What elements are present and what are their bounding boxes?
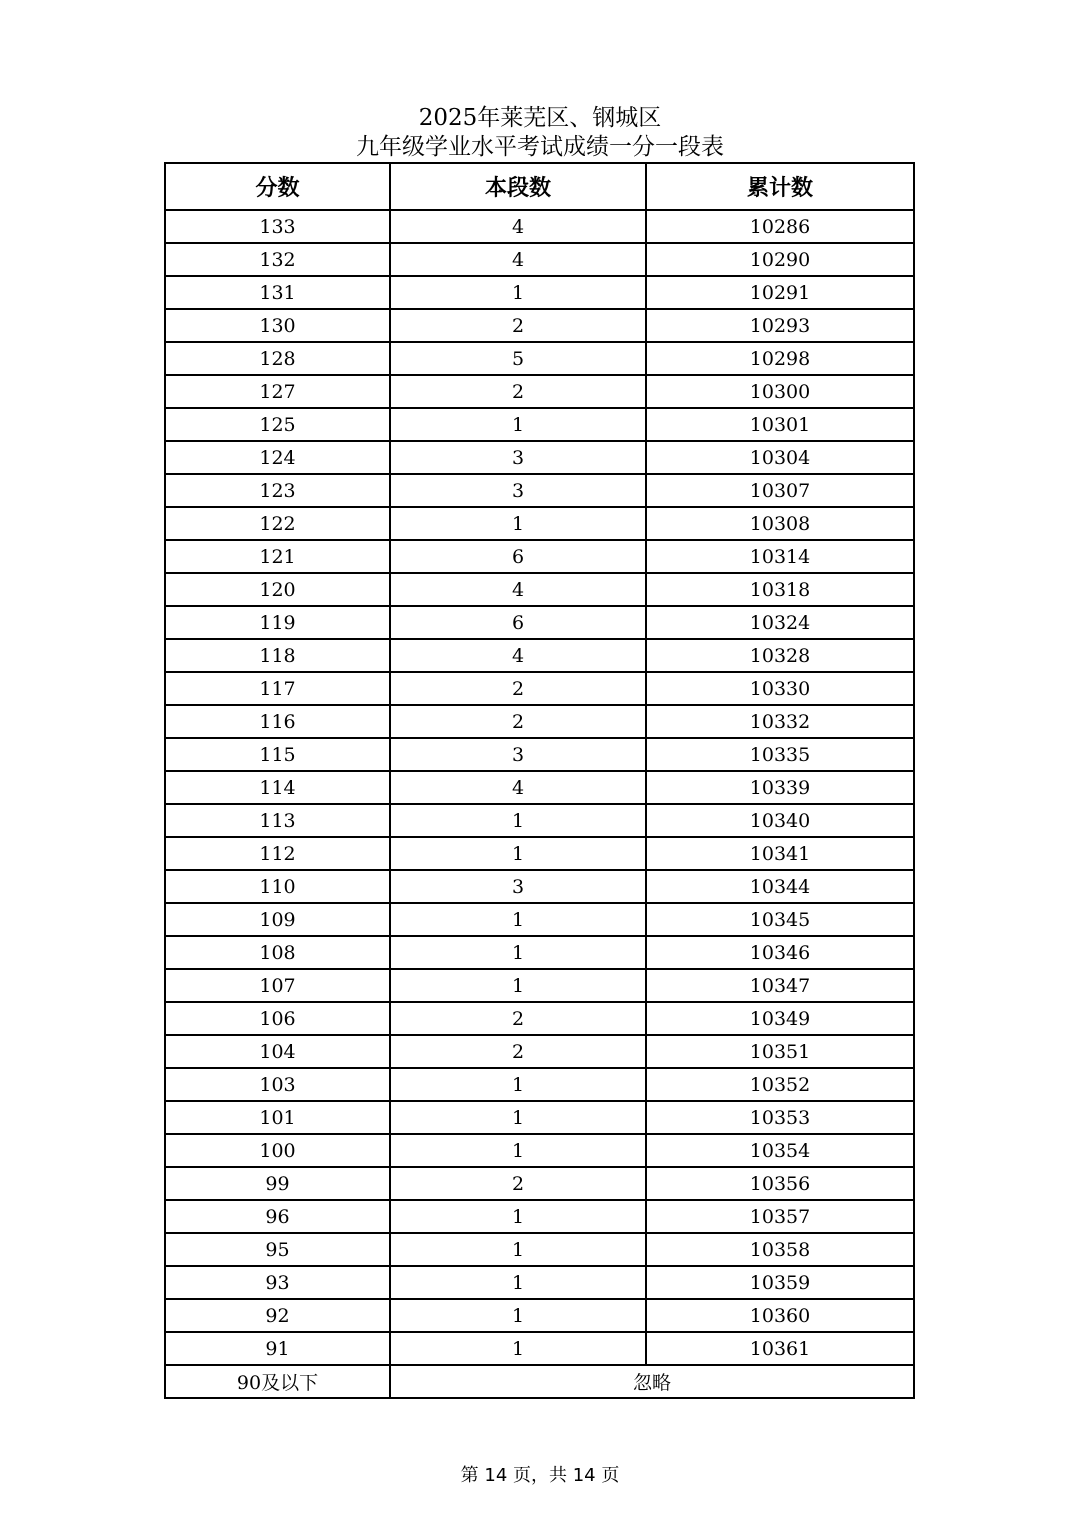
cell-cumulative-count: 10353 (646, 1101, 914, 1134)
cell-cumulative-count: 10352 (646, 1068, 914, 1101)
last-row-score: 90及以下 (165, 1365, 390, 1398)
cell-cumulative-count: 10359 (646, 1266, 914, 1299)
table-row (165, 408, 914, 441)
table-row (165, 342, 914, 375)
cell-segment-count: 1 (390, 507, 646, 540)
cell-score: 106 (165, 1002, 390, 1035)
cell-segment-count: 5 (390, 342, 646, 375)
cell-score: 119 (165, 606, 390, 639)
table-row (165, 1299, 914, 1332)
cell-cumulative-count: 10286 (646, 210, 914, 243)
cell-score: 100 (165, 1134, 390, 1167)
cell-cumulative-count: 10332 (646, 705, 914, 738)
cell-cumulative-count: 10293 (646, 309, 914, 342)
table-row (165, 606, 914, 639)
table-row (165, 210, 914, 243)
last-row-note: 忽略 (390, 1365, 914, 1398)
cell-score: 109 (165, 903, 390, 936)
table-row (165, 243, 914, 276)
cell-score: 107 (165, 969, 390, 1002)
cell-segment-count: 2 (390, 1167, 646, 1200)
header-cumulative-count: 累计数 (646, 163, 914, 210)
cell-cumulative-count: 10300 (646, 375, 914, 408)
cell-segment-count: 1 (390, 969, 646, 1002)
cell-score: 114 (165, 771, 390, 804)
cell-score: 95 (165, 1233, 390, 1266)
cell-cumulative-count: 10290 (646, 243, 914, 276)
cell-segment-count: 1 (390, 1134, 646, 1167)
cell-cumulative-count: 10328 (646, 639, 914, 672)
cell-segment-count: 4 (390, 771, 646, 804)
table-row (165, 276, 914, 309)
table-row (165, 573, 914, 606)
cell-segment-count: 2 (390, 309, 646, 342)
cell-score: 112 (165, 837, 390, 870)
table-row (165, 540, 914, 573)
cell-score: 132 (165, 243, 390, 276)
cell-cumulative-count: 10344 (646, 870, 914, 903)
table-row (165, 969, 914, 1002)
cell-score: 115 (165, 738, 390, 771)
cell-cumulative-count: 10314 (646, 540, 914, 573)
table-row (165, 837, 914, 870)
cell-segment-count: 6 (390, 606, 646, 639)
cell-cumulative-count: 10341 (646, 837, 914, 870)
cell-cumulative-count: 10361 (646, 1332, 914, 1365)
table-row (165, 1332, 914, 1365)
cell-cumulative-count: 10356 (646, 1167, 914, 1200)
cell-segment-count: 2 (390, 1035, 646, 1068)
cell-segment-count: 3 (390, 870, 646, 903)
cell-score: 127 (165, 375, 390, 408)
cell-score: 117 (165, 672, 390, 705)
cell-score: 113 (165, 804, 390, 837)
cell-cumulative-count: 10291 (646, 276, 914, 309)
cell-segment-count: 2 (390, 375, 646, 408)
cell-segment-count: 1 (390, 903, 646, 936)
cell-score: 125 (165, 408, 390, 441)
table-row (165, 441, 914, 474)
cell-segment-count: 4 (390, 573, 646, 606)
cell-score: 123 (165, 474, 390, 507)
cell-segment-count: 6 (390, 540, 646, 573)
cell-score: 133 (165, 210, 390, 243)
cell-score: 110 (165, 870, 390, 903)
cell-segment-count: 3 (390, 738, 646, 771)
cell-cumulative-count: 10308 (646, 507, 914, 540)
cell-score: 128 (165, 342, 390, 375)
table-row (165, 672, 914, 705)
cell-segment-count: 1 (390, 1200, 646, 1233)
cell-score: 101 (165, 1101, 390, 1134)
cell-segment-count: 1 (390, 1068, 646, 1101)
table-row (165, 1068, 914, 1101)
table-header-row (165, 163, 914, 210)
cell-score: 108 (165, 936, 390, 969)
cell-segment-count: 3 (390, 441, 646, 474)
table-row (165, 375, 914, 408)
cell-cumulative-count: 10339 (646, 771, 914, 804)
cell-cumulative-count: 10349 (646, 1002, 914, 1035)
cell-segment-count: 4 (390, 639, 646, 672)
cell-segment-count: 1 (390, 1266, 646, 1299)
cell-cumulative-count: 10340 (646, 804, 914, 837)
cell-segment-count: 1 (390, 408, 646, 441)
cell-cumulative-count: 10318 (646, 573, 914, 606)
cell-segment-count: 3 (390, 474, 646, 507)
table-row (165, 474, 914, 507)
table-row (165, 639, 914, 672)
cell-cumulative-count: 10347 (646, 969, 914, 1002)
cell-score: 120 (165, 573, 390, 606)
cell-cumulative-count: 10330 (646, 672, 914, 705)
cell-cumulative-count: 10298 (646, 342, 914, 375)
cell-segment-count: 1 (390, 1101, 646, 1134)
cell-segment-count: 1 (390, 1332, 646, 1365)
table-row (165, 771, 914, 804)
cell-score: 103 (165, 1068, 390, 1101)
cell-segment-count: 2 (390, 705, 646, 738)
cell-cumulative-count: 10335 (646, 738, 914, 771)
cell-segment-count: 1 (390, 804, 646, 837)
cell-cumulative-count: 10354 (646, 1134, 914, 1167)
cell-cumulative-count: 10301 (646, 408, 914, 441)
table-row (165, 1233, 914, 1266)
cell-score: 104 (165, 1035, 390, 1068)
cell-segment-count: 1 (390, 936, 646, 969)
table-row (165, 1266, 914, 1299)
cell-score: 96 (165, 1200, 390, 1233)
header-score: 分数 (165, 163, 390, 210)
table-row (165, 1101, 914, 1134)
table-row (165, 1035, 914, 1068)
cell-score: 131 (165, 276, 390, 309)
table-row (165, 1200, 914, 1233)
table-row (165, 705, 914, 738)
cell-cumulative-count: 10360 (646, 1299, 914, 1332)
cell-score: 91 (165, 1332, 390, 1365)
cell-cumulative-count: 10351 (646, 1035, 914, 1068)
table-row (165, 870, 914, 903)
cell-score: 122 (165, 507, 390, 540)
table-row (165, 804, 914, 837)
table-last-row (165, 1365, 914, 1398)
table-row (165, 936, 914, 969)
document-title-line1: 2025年莱芜区、钢城区 (418, 105, 662, 131)
table-row (165, 738, 914, 771)
table-row (165, 1167, 914, 1200)
cell-score: 130 (165, 309, 390, 342)
table-row (165, 309, 914, 342)
cell-score: 93 (165, 1266, 390, 1299)
table-row (165, 507, 914, 540)
table-row (165, 1002, 914, 1035)
cell-cumulative-count: 10345 (646, 903, 914, 936)
cell-cumulative-count: 10357 (646, 1200, 914, 1233)
cell-segment-count: 1 (390, 1299, 646, 1332)
cell-segment-count: 2 (390, 1002, 646, 1035)
table-row (165, 1134, 914, 1167)
cell-cumulative-count: 10324 (646, 606, 914, 639)
cell-segment-count: 4 (390, 210, 646, 243)
cell-cumulative-count: 10358 (646, 1233, 914, 1266)
cell-segment-count: 1 (390, 837, 646, 870)
cell-score: 124 (165, 441, 390, 474)
cell-cumulative-count: 10346 (646, 936, 914, 969)
cell-segment-count: 4 (390, 243, 646, 276)
cell-score: 121 (165, 540, 390, 573)
cell-score: 118 (165, 639, 390, 672)
header-segment-count: 本段数 (390, 163, 646, 210)
cell-segment-count: 2 (390, 672, 646, 705)
cell-score: 116 (165, 705, 390, 738)
cell-segment-count: 1 (390, 1233, 646, 1266)
score-distribution-table (164, 162, 915, 1399)
cell-score: 92 (165, 1299, 390, 1332)
cell-score: 99 (165, 1167, 390, 1200)
cell-cumulative-count: 10307 (646, 474, 914, 507)
page-footer: 第 14 页，共 14 页 (460, 1465, 620, 1486)
document-title-line2: 九年级学业水平考试成绩一分一段表 (356, 134, 724, 160)
cell-cumulative-count: 10304 (646, 441, 914, 474)
table-row (165, 903, 914, 936)
cell-segment-count: 1 (390, 276, 646, 309)
